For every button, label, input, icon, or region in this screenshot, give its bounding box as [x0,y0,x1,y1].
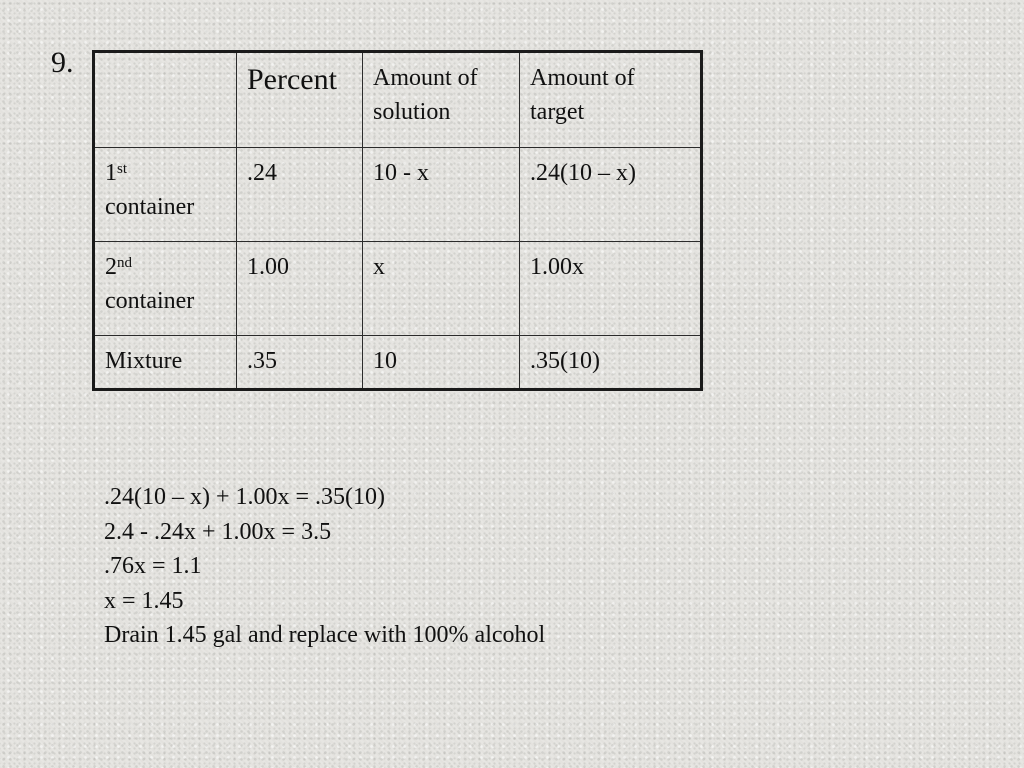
amount-solution-cell: 10 - x [363,147,520,241]
table-row [94,147,702,241]
amount-target-cell: 1.00x [520,241,702,335]
table-row [94,241,702,335]
amount-target-cell: .24(10 – x) [520,147,702,241]
mixture-table [92,50,703,391]
percent-cell: 1.00 [237,241,363,335]
header-cell-percent: Percent [237,52,363,148]
row-label-suffix: nd [117,254,132,271]
header-cell-empty [94,52,237,148]
work-line: x = 1.45 [104,587,184,614]
amount-solution-cell: x [363,241,520,335]
work-line: .76x = 1.1 [104,553,202,579]
row-label: 2 [105,253,117,280]
row-label-rest: container [105,193,195,220]
work-line: 2.4 - .24x + 1.00x = 3.5 [104,518,332,545]
solution-work [104,480,545,653]
problem-number: 9. [51,46,74,79]
row-label-rest: container [105,287,195,314]
row-label: 1 [105,159,117,186]
amount-solution-cell: 10 [363,336,520,390]
work-line: .24(10 – x) + 1.00x = .35(10) [104,484,386,510]
row-label-suffix: st [117,160,128,177]
row-label-cell [94,147,237,241]
work-line: Drain 1.45 gal and replace with 100% alcohol [104,622,546,648]
table-header-row [94,52,702,148]
row-label-cell [94,241,237,335]
header-cell-amount-solution: Amount of solution [363,52,520,148]
percent-cell: .35 [237,336,363,390]
percent-cell: .24 [237,147,363,241]
table-row [94,336,702,390]
amount-target-cell: .35(10) [520,336,702,390]
row-label-cell: Mixture [94,336,237,390]
header-cell-amount-target: Amount of target [520,52,702,148]
